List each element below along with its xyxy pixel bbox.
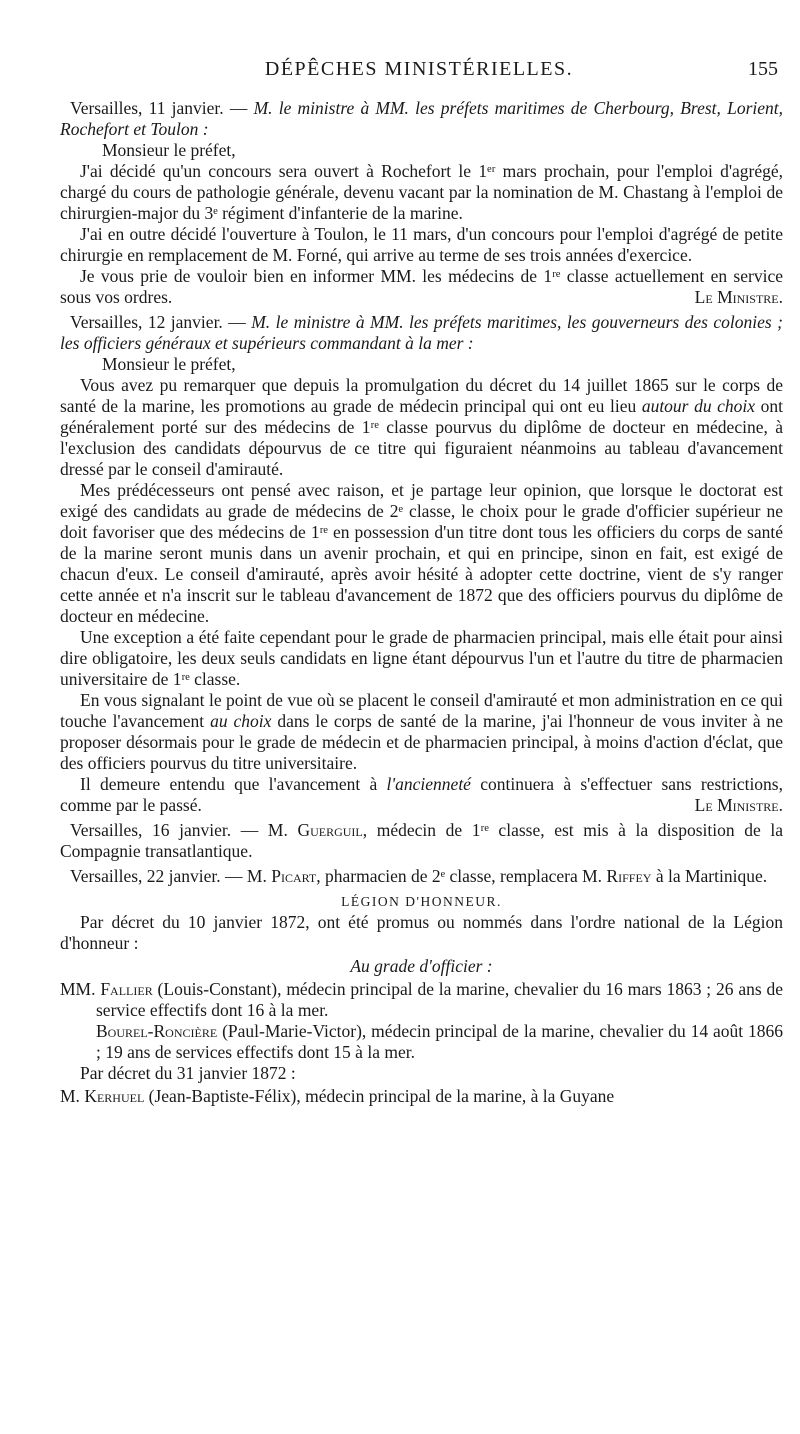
dispatch-1-paragraph: Je vous prie de vouloir bien en informer MM. les médecins de 1ʳᵉ classe actuellement en service sous vos ordres. Le Ministre. <box>60 266 783 307</box>
dispatch-2-salutation: Monsieur le préfet, <box>102 354 236 374</box>
running-title: DÉPÊCHES MINISTÉRIELLES. <box>264 58 574 80</box>
page-body <box>60 94 783 1107</box>
legion-entry: MM. Fallier (Louis-Constant), médecin principal de la marine, chevalier du 16 mars 1863 ; 26 ans de service effectifs dont 16 à la mer. <box>60 979 783 1020</box>
dispatch-3: Versailles, 16 janvier. — M. Guerguil, médecin de 1ʳᵉ classe, est mis à la disposition de la Compagnie transatlantique. <box>60 820 784 861</box>
page-header <box>60 50 778 90</box>
dispatch-1-paragraph: J'ai décidé qu'un concours sera ouvert à Rochefort le 1ᵉʳ mars prochain, pour l'emploi d'agrégé, chargé du cours de pathologie générale, devenu vacant par la nomination de M. Chastang à l'emploi de chirurgien-major du 3ᵉ régiment d'infanterie de la marine. <box>60 161 783 223</box>
dispatch-4: Versailles, 22 janvier. — M. Picart, pharmacien de 2ᵉ classe, remplacera M. Riffey à la Martinique. <box>70 866 768 886</box>
legion-entry: M. Kerhuel (Jean-Baptiste-Félix), médecin principal de la marine, à la Guyane <box>60 1086 615 1106</box>
person-name: Kerhuel <box>84 1086 145 1106</box>
person-name: Fallier <box>100 979 153 999</box>
person-name: Riffey <box>606 866 652 886</box>
dispatch-1-heading: Versailles, 11 janvier. — M. le ministre à MM. les préfets maritimes de Cherbourg, Brest, Lorient, Rochefort et Toulon : <box>60 98 784 139</box>
legion-subheading: Au grade d'officier : <box>350 956 493 976</box>
page-number: 155 <box>748 58 778 80</box>
person-name: Bourel-Roncière <box>96 1021 218 1041</box>
dispatch-2-paragraph: Vous avez pu remarquer que depuis la promulgation du décret du 14 juillet 1865 sur le corps de santé de la marine, les promotions au grade de médecin principal qui ont eu lieu autour du choix ont généralement porté sur des médecins de 1ʳᵉ classe pourvus du diplôme de docteur en médecine, à l'exclusion des candidats dépourvus de ce titre qui figuraient néanmoins au tableau d'avancement dressé par le conseil d'amirauté. <box>60 375 784 479</box>
legion-paragraph: Par décret du 31 janvier 1872 : <box>80 1063 296 1083</box>
dispatch-2-paragraph: Une exception a été faite cependant pour le grade de pharmacien principal, mais elle était pour ainsi dire obligatoire, les deux seuls candidats en ligne étant dépourvus l'un et l'autre du titre de pharmacien universitaire de 1ʳᵉ classe. <box>60 627 783 689</box>
dispatch-2-paragraph: En vous signalant le point de vue où se placent le conseil d'amirauté et mon administration en ce qui touche l'avancement au choix dans le corps de santé de la marine, j'ai l'honneur de vous inviter à ne proposer désormais pour le grade de médecin et de pharmacien principal, à moins d'action d'éclat, que des officiers pourvus du titre universitaire. <box>60 690 784 773</box>
dispatch-2-signature: Le Ministre. <box>694 795 783 815</box>
dispatch-1-paragraph: J'ai en outre décidé l'ouverture à Toulon, le 11 mars, d'un concours pour l'emploi d'agrégé de petite chirurgie en remplacement de M. Forné, qui arrive au terme de ses trois années d'exercice. <box>60 224 783 265</box>
person-name: Guerguil <box>297 820 363 840</box>
dispatch-1-salutation: Monsieur le préfet, <box>102 140 236 160</box>
dispatch-1-signature: Le Ministre. <box>694 287 783 307</box>
person-name: Picart <box>271 866 317 886</box>
dispatch-2-paragraph: Mes prédécesseurs ont pensé avec raison, et je partage leur opinion, que lorsque le doctorat est exigé des candidats au grade de médecins de 2ᵉ classe, le choix pour le grade d'officier supérieur ne doit favoriser que des médecins de 1ʳᵉ en possession d'un titre dont tous les officiers du corps de santé de la marine seront munis dans un avenir prochain, et qui en principe, sinon en fait, est exigé de chacun d'eux. Le conseil d'amirauté, après avoir hésité à adopter cette doctrine, vient de s'y ranger cette année et n'a inscrit sur le tableau d'avancement de 1872 que des officiers pourvus du diplôme de docteur en médecine. <box>60 480 783 626</box>
dispatch-2-heading: Versailles, 12 janvier. — M. le ministre à MM. les préfets maritimes, les gouverneurs des colonies ; les officiers généraux et supérieurs commandant à la mer : <box>60 312 784 353</box>
dispatch-2-paragraph: Il demeure entendu que l'avancement à l'ancienneté continuera à s'effectuer sans restrictions, comme par le passé. Le Ministre. <box>60 774 783 815</box>
legion-entry: Bourel-Roncière (Paul-Marie-Victor), médecin principal de la marine, chevalier du 14 août 1866 ; 19 ans de services effectifs dont 15 à la mer. <box>96 1021 783 1062</box>
legion-paragraph: Par décret du 10 janvier 1872, ont été promus ou nommés dans l'ordre national de la Légion d'honneur : <box>60 912 783 953</box>
section-title-legion: LÉGION D'HONNEUR. <box>341 894 502 909</box>
